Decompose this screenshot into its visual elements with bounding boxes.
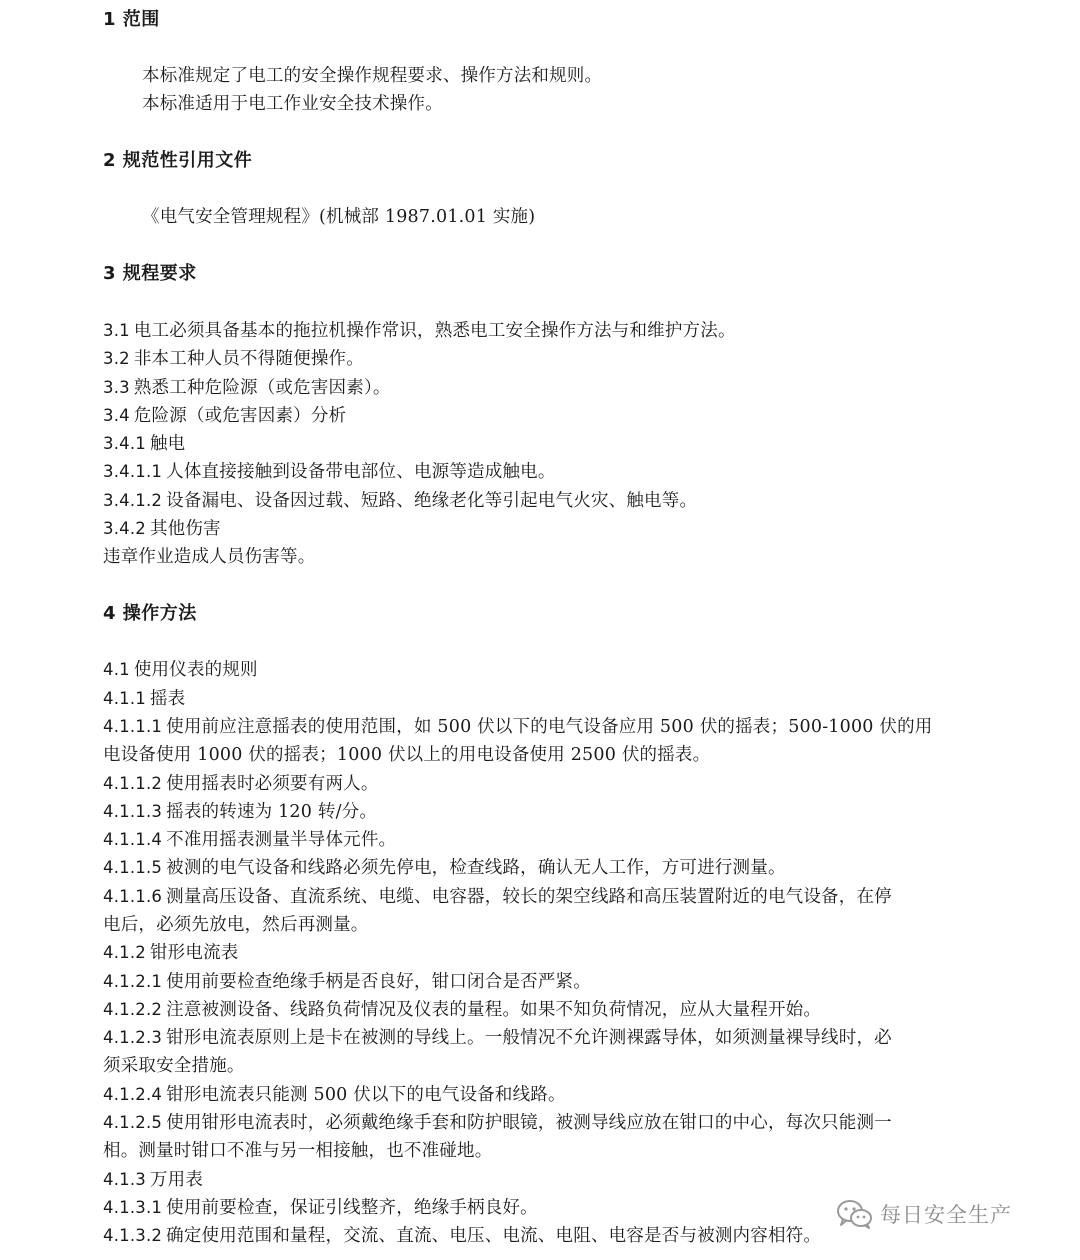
clause-number: 3.4.1.1	[103, 462, 163, 481]
clause-number: 4.1.1.5	[103, 858, 163, 877]
clause-number: 3.4	[103, 406, 130, 425]
clause-line	[103, 687, 185, 711]
clause-line	[103, 941, 238, 965]
clause-line	[103, 1083, 566, 1107]
clause-number: 3.3	[103, 378, 130, 397]
clause-line	[103, 545, 315, 569]
wechat-icon	[836, 1199, 874, 1229]
clause-text: 电工必须具备基本的拖拉机操作常识，熟悉电工安全操作方法与和维护方法。	[133, 321, 736, 341]
clause-number: 4.1.3	[103, 1170, 146, 1189]
clause-line	[103, 1196, 538, 1220]
clause-number: 4.1.1.2	[103, 774, 163, 793]
clause-text: 电后，必须先放电，然后再测量。	[103, 915, 369, 935]
clause-text: 非本工种人员不得随便操作。	[133, 349, 364, 369]
paragraph: 本标准适用于电工作业安全技术操作。	[142, 94, 443, 114]
clause-text: 万用表	[149, 1170, 204, 1190]
watermark-text: 每日安全生产	[880, 1203, 1012, 1227]
clause-text: 摇表的转速为 120 转/分。	[166, 802, 378, 822]
clause-line	[103, 1111, 892, 1135]
clause-line	[103, 1224, 821, 1248]
clause-number: 4.1.1.3	[103, 802, 163, 821]
clause-line	[103, 715, 933, 739]
clause-line	[103, 913, 369, 937]
clause-line	[103, 319, 736, 343]
clause-text: 注意被测设备、线路负荷情况及仪表的量程。如果不知负荷情况，应从大量程开始。	[166, 1000, 822, 1020]
clause-line	[103, 432, 185, 456]
clause-line	[103, 1139, 492, 1163]
clause-number: 4.1	[103, 660, 130, 679]
clause-number: 3.4.1	[103, 434, 146, 453]
clause-number: 4.1.2	[103, 943, 146, 962]
paragraph: 本标准规定了电工的安全操作规程要求、操作方法和规则。	[142, 66, 603, 86]
clause-text: 相。测量时钳口不准与另一相接触，也不准碰地。	[103, 1141, 493, 1161]
clause-line	[103, 404, 346, 428]
clause-line	[103, 1026, 892, 1050]
clause-line	[103, 772, 379, 796]
clause-line	[103, 800, 377, 824]
clause-text: 电设备使用 1000 伏的摇表；1000 伏以上的用电设备使用 2500 伏的摇表。	[103, 745, 711, 765]
clause-number: 4.1.3.1	[103, 1198, 163, 1217]
clause-number: 4.1.3.2	[103, 1226, 163, 1245]
clause-text: 钳形电流表只能测 500 伏以下的电气设备和线路。	[166, 1085, 566, 1105]
section-heading: 3 规程要求	[103, 263, 197, 284]
clause-number: 3.2	[103, 349, 130, 368]
clause-text: 熟悉工种危险源（或危害因素）。	[133, 378, 391, 398]
section-heading: 2 规范性引用文件	[103, 150, 253, 171]
clause-text: 被测的电气设备和线路必须先停电，检查线路，确认无人工作，方可进行测量。	[166, 858, 786, 878]
clause-text: 违章作业造成人员伤害等。	[103, 547, 316, 567]
clause-number: 3.4.1.2	[103, 491, 163, 510]
clause-line	[103, 1168, 203, 1192]
clause-text: 使用前要检查，保证引线整齐，绝缘手柄良好。	[166, 1198, 538, 1218]
section-heading: 1 范围	[103, 9, 160, 30]
clause-text: 使用前应注意摇表的使用范围，如 500 伏以下的电气设备应用 500 伏的摇表；500-1000 伏的用	[166, 717, 933, 737]
clause-number: 4.1.2.5	[103, 1113, 163, 1132]
clause-number: 3.1	[103, 321, 130, 340]
clause-line	[103, 347, 364, 371]
clause-line	[103, 376, 391, 400]
clause-text: 钳形电流表原则上是卡在被测的导线上。一般情况不允许测裸露导体，如须测量裸导线时，必	[166, 1028, 892, 1048]
reference-item: 《电气安全管理规程》(机械部 1987.01.01 实施)	[142, 207, 536, 227]
clause-number: 4.1.1.6	[103, 887, 163, 906]
clause-line	[103, 743, 710, 767]
clause-number: 4.1.1.1	[103, 717, 163, 736]
section-heading: 4 操作方法	[103, 603, 197, 624]
clause-line	[103, 885, 892, 909]
clause-text: 使用钳形电流表时，必须戴绝缘手套和防护眼镜，被测导线应放在钳口的中心，每次只能测一	[166, 1113, 892, 1133]
clause-text: 触电	[149, 434, 186, 454]
clause-number: 3.4.2	[103, 519, 146, 538]
clause-line	[103, 517, 221, 541]
clause-line	[103, 856, 786, 880]
clause-line	[103, 970, 591, 994]
clause-line	[103, 1054, 245, 1078]
clause-line	[103, 828, 396, 852]
clause-text: 不准用摇表测量半导体元件。	[166, 830, 397, 850]
clause-number: 4.1.2.1	[103, 972, 163, 991]
clause-text: 人体直接接触到设备带电部位、电源等造成触电。	[166, 462, 556, 482]
clause-text: 其他伤害	[149, 519, 221, 539]
clause-text: 使用前要检查绝缘手柄是否良好，钳口闭合是否严紧。	[166, 972, 591, 992]
clause-text: 危险源（或危害因素）分析	[133, 406, 347, 426]
clause-text: 设备漏电、设备因过载、短路、绝缘老化等引起电气火灾、触电等。	[166, 491, 698, 511]
clause-text: 钳形电流表	[149, 943, 239, 963]
clause-text: 确定使用范围和量程，交流、直流、电压、电流、电阻、电容是否与被测内容相符。	[166, 1226, 822, 1246]
clause-line	[103, 489, 697, 513]
clause-text: 摇表	[149, 689, 186, 709]
clause-number: 4.1.1.4	[103, 830, 163, 849]
clause-number: 4.1.2.2	[103, 1000, 163, 1019]
clause-text: 测量高压设备、直流系统、电缆、电容器，较长的架空线路和高压装置附近的电气设备，在停	[166, 887, 892, 907]
clause-line	[103, 998, 821, 1022]
watermark	[836, 1196, 1012, 1232]
clause-number: 4.1.2.4	[103, 1085, 163, 1104]
clause-text: 须采取安全措施。	[103, 1056, 245, 1076]
clause-number: 4.1.1	[103, 689, 146, 708]
clause-line	[103, 658, 258, 682]
clause-number: 4.1.2.3	[103, 1028, 163, 1047]
clause-text: 使用摇表时必须要有两人。	[166, 774, 379, 794]
clause-line	[103, 460, 556, 484]
clause-text: 使用仪表的规则	[133, 660, 258, 680]
